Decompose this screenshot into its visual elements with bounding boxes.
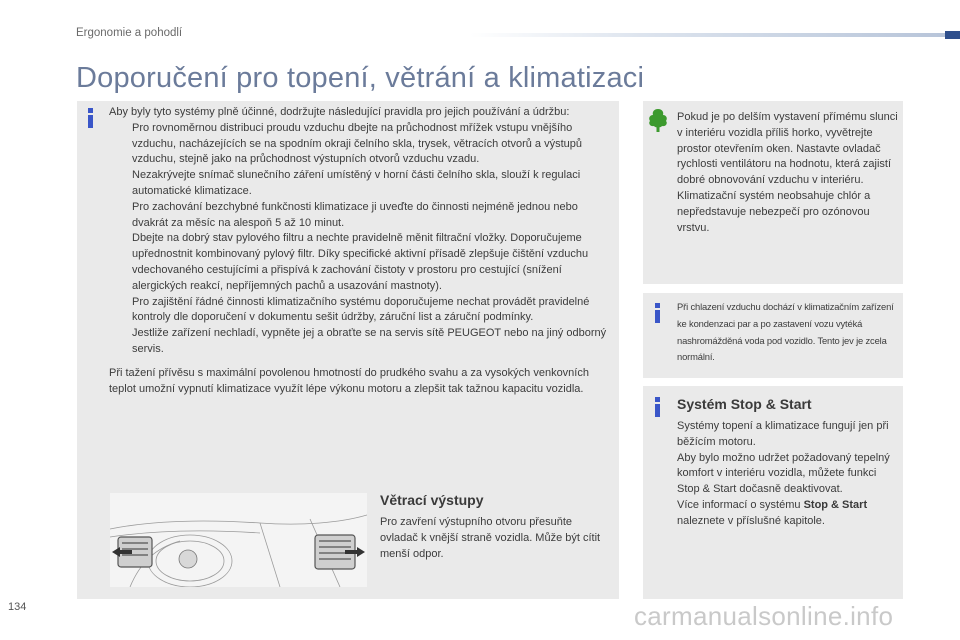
section-label: Ergonomie a pohodlí [76,27,183,39]
condensation-text: Při chlazení vzduchu dochází v klimatizačním zařízení ke kondenzaci par a po zastavení vozu vytéká nashromážděná voda pod vozidlo. Tento jev je zcela normální. [677,301,894,363]
watermark: carmanualsonline.info [634,601,894,631]
list-item: Pro zachování bezchybné funkčnosti klimatizace ji uveďte do činnosti nejméně jednou nebo dvakrát za měsíc na alespoň 5 až 10 minut. [132,200,578,229]
stop-start-heading: Systém Stop & Start [677,396,812,412]
info-icon [655,303,660,323]
list-item: Pro zajištění řádné činnosti klimatizačního systému doporučujeme nechat provádět pravidelné kontroly dle doporučení v dokumentu sešit údržby, záruční list a záruční podmínky. [132,295,590,324]
towing-note: Při tažení přívěsu s maximální povolenou hmotností do prudkého svahu a za vysokých venkovních teplot umožní vypnutí klimatizace využít lépe výkonu motoru a zlepšit tak tažnou kapacitu vozidla. [109,366,589,395]
bullet-list [109,121,609,358]
info-icon [655,397,660,417]
header-bar-end [945,31,960,39]
vent-illustration [110,493,367,587]
list-item: Jestliže zařízení nechladí, vypněte jej a obraťte se na servis sítě PEUGEOT nebo na jiný odborný servis. [132,327,607,355]
page-title: Doporučení pro topení, větrání a klimatizaci [76,62,645,94]
info-icon [88,108,93,128]
stop-start-text-1: Systémy topení a klimatizace fungují jen při běžícím motoru. [677,420,889,448]
main-instructions [109,105,609,397]
stop-start-text-3: Více informací o systému Stop & Start naleznete v příslušné kapitole. [677,498,868,527]
stop-start-link-text: Stop & Start [803,498,868,511]
page-number: 134 [8,601,27,613]
stop-start-text-2: Aby bylo možno udržet požadovaný tepelný komfort v interiéru vozidla, můžete funkci Stop & Start dočasně deaktivovat. [677,451,890,496]
intro-text: Aby byly tyto systémy plně účinné, dodržujte následující pravidla pro jejich používání a údržbu: [109,106,570,118]
list-item: Dbejte na dobrý stav pylového filtru a nechte pravidelně měnit filtrační vložky. Doporučujeme upřednostnit kombinovaný pylový filtr. Díky specifické aktivní přísadě zlepšuje čištění vzduchu vdechovaného cestujícími a přispívá k zachování čistoty v prostoru pro cestující (snížení alergických reakcí, nepříjemných pachů a usazování mastnoty). [132,232,589,292]
vents-text: Pro zavření výstupního otvoru přesuňte ovladač k vnější straně vozidla. Může být cítit menší odpor. [380,516,601,560]
stop-start-text [677,419,899,530]
list-item: Pro rovnoměrnou distribuci proudu vzduchu dbejte na průchodnost mřížek vstupu vnějšího vzduchu, nacházejících se na spodním okraji čelního skla, trysek, větracích otvorů a výstupů vzduchu, stejně jako na průchodnost výstupních otvorů vzduchu vzadu. [132,121,583,166]
eco-text: Pokud je po delším vystavení přímému slunci v interiéru vozidla příliš horko, vyvětrejte prostor otevřením oken. Nastavte ovladač rychlosti ventilátoru na hodnotu, která zajistí dobré obnovování vzduchu v interiéru. Klimatizační systém neobsahuje chlór a nepředstavuje nebezpečí pro ozónovou vrstvu. [677,111,898,234]
vents-heading: Větrací výstupy [380,492,484,508]
tree-icon [648,108,668,132]
list-item: Nezakrývejte snímač slunečního záření umístěný v horní části čelního skla, slouží k regulaci automatické klimatizace. [132,169,581,197]
header-bar [470,33,960,37]
